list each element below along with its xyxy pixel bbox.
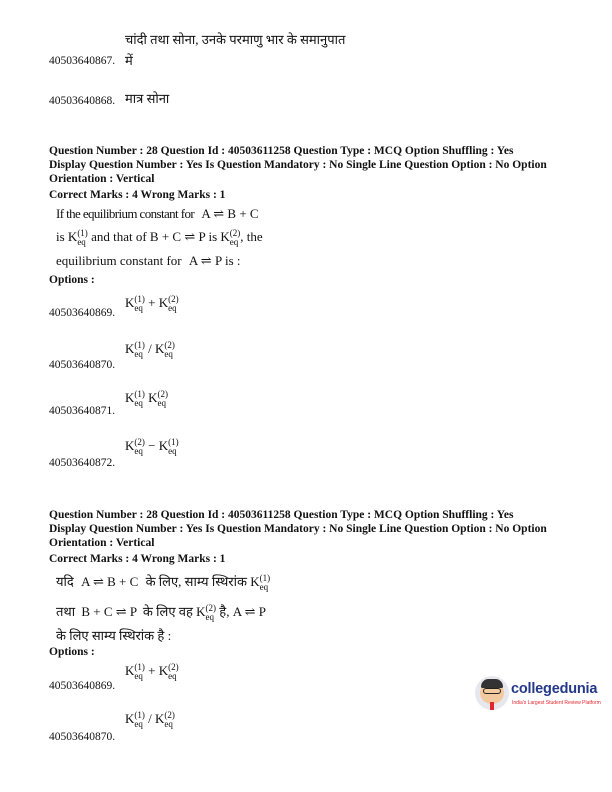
option-id: 40503640870.	[49, 359, 116, 371]
question-meta	[49, 508, 589, 566]
option-text: चांदी तथा सोना, उनके परमाणु भार के समानुपात	[125, 32, 346, 47]
option-id: 40503640868.	[49, 95, 116, 107]
question-meta	[49, 144, 589, 202]
meta-line: Correct Marks : 4 Wrong Marks : 1	[49, 189, 226, 201]
question-text-line: के लिए साम्य स्थिरांक है :	[56, 628, 172, 643]
question-text-line: is K (1) eq and that of B + C ⇌ P is K (2) eq , the	[56, 228, 263, 248]
option-text: में	[125, 53, 133, 68]
meta-line: Correct Marks : 4 Wrong Marks : 1	[49, 553, 226, 565]
option-formula: K (1) eq K (2) eq	[125, 389, 169, 409]
option-id: 40503640867.	[49, 55, 116, 67]
collegedunia-logo	[475, 676, 600, 716]
logo-name: collegedunia	[511, 681, 598, 697]
option-id: 40503640871.	[49, 405, 116, 417]
option-formula: K (1) eq / K (2) eq	[125, 340, 175, 360]
question-text-line: तथा B + C ⇌ P के लिए वह K (2) eq है, A ⇌ P	[56, 603, 266, 623]
question-text-line: यदि A ⇌ B + C के लिए, साम्य स्थिरांक K (1) eq	[56, 573, 271, 593]
option-id: 40503640870.	[49, 731, 116, 743]
meta-line: Display Question Number : Yes Is Question Mandatory : No Single Line Question Option : No Option	[49, 159, 547, 171]
option-formula: K (1) eq + K (2) eq	[125, 662, 179, 682]
option-id: 40503640869.	[49, 680, 116, 692]
option-formula: K (1) eq + K (2) eq	[125, 294, 179, 314]
meta-line: Orientation : Vertical	[49, 537, 155, 549]
question-text-line: equilibrium constant for A ⇌ P is :	[56, 253, 241, 268]
options-label: Options :	[49, 274, 95, 286]
question-text-line: If the equilibrium constant for A ⇌ B + C	[56, 206, 259, 221]
meta-line: Question Number : 28 Question Id : 40503611258 Question Type : MCQ Option Shuffling : Yes	[49, 145, 514, 157]
logo-tagline: India's Largest Student Review Platform	[512, 700, 601, 706]
option-id: 40503640869.	[49, 307, 116, 319]
option-formula: K (2) eq − K (1) eq	[125, 437, 179, 457]
option-formula: K (1) eq / K (2) eq	[125, 710, 175, 730]
options-label: Options :	[49, 646, 95, 658]
mascot-icon	[475, 676, 509, 710]
option-text: मात्र सोना	[125, 91, 170, 106]
meta-line: Question Number : 28 Question Id : 40503611258 Question Type : MCQ Option Shuffling : Yes	[49, 509, 514, 521]
option-id: 40503640872.	[49, 457, 116, 469]
meta-line: Display Question Number : Yes Is Question Mandatory : No Single Line Question Option : No Option	[49, 523, 547, 535]
meta-line: Orientation : Vertical	[49, 173, 155, 185]
